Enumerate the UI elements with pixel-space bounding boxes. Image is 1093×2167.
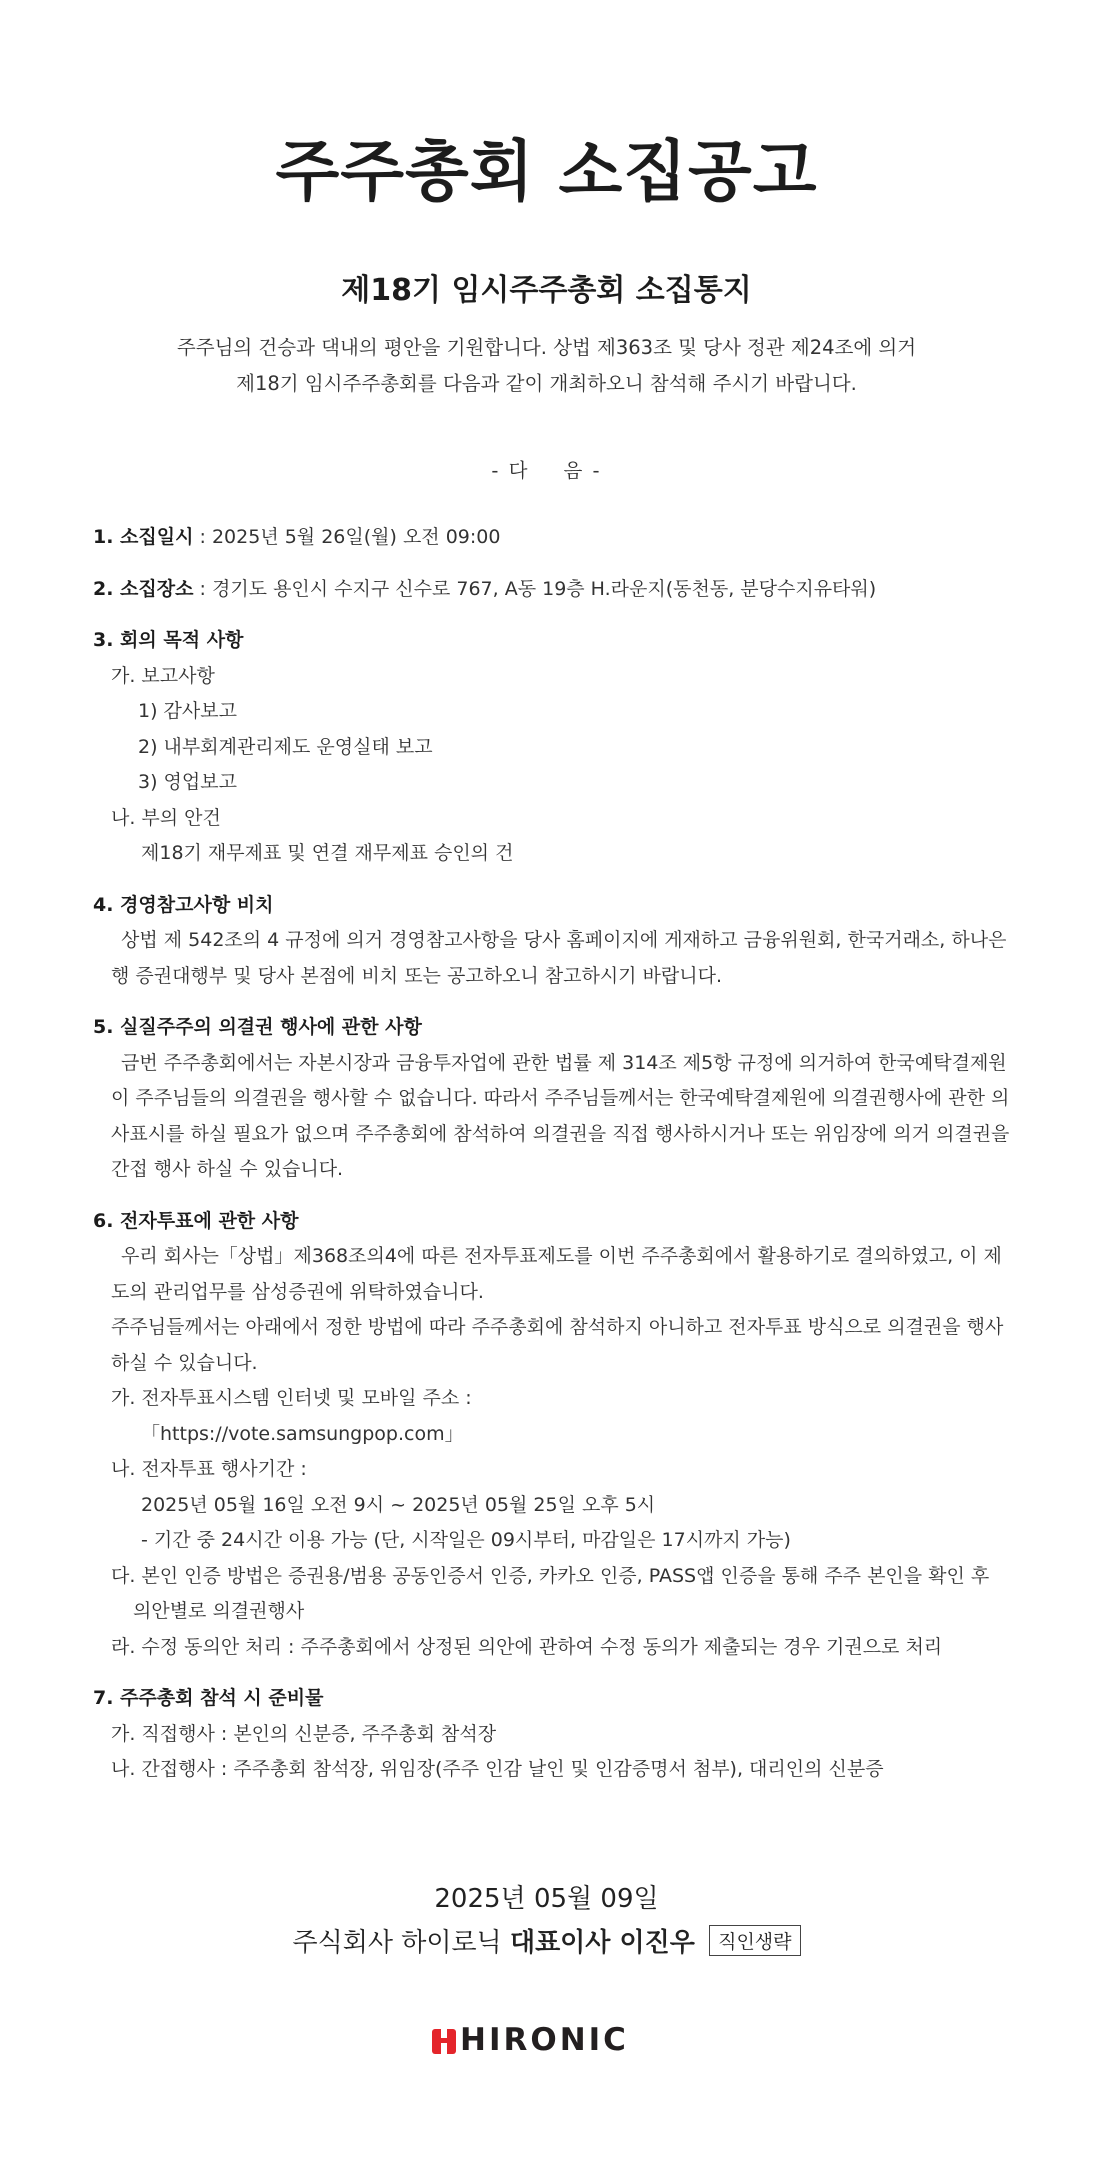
section-2: [93, 572, 1013, 608]
ceo-name: 대표이사 이진우: [509, 1928, 695, 1958]
section-6-item-d: 라. 수정 동의안 처리 : 주주총회에서 상정된 의안에 관하여 수정 동의가 제출되는 경우 기권으로 처리: [111, 1635, 943, 1658]
section-7: [93, 1681, 1013, 1788]
section-4: [93, 888, 1013, 995]
section-3-item-b1: 제18기 재무제표 및 연결 재무제표 승인의 건: [141, 842, 514, 864]
section-6-body-2: 주주님들께서는 아래에서 정한 방법에 따라 주주총회에 참석하지 아니하고 전자투표 방식으로 의결권을 행사하실 수 있습니다.: [111, 1316, 1004, 1374]
evote-url-link[interactable]: 「https://vote.samsungpop.com」: [141, 1422, 464, 1445]
section-2-heading: 2. 소집장소: [93, 577, 194, 600]
section-1: [93, 520, 1013, 556]
section-2-text: : 경기도 용인시 수지구 신수로 767, A동 19층 H.라운지(동천동, 분당수지유타워): [193, 577, 877, 600]
section-3-item-a2: 2) 내부회계관리제도 운영실태 보고: [138, 735, 433, 758]
hironic-logo-icon: [432, 2026, 456, 2054]
notice-subtitle: 제18기 임시주주총회 소집통지: [341, 273, 752, 308]
daum-divider: [0, 455, 1093, 483]
daum-right: 음 -: [563, 459, 602, 482]
section-6-item-b: 나. 전자투표 행사기간 :: [111, 1458, 307, 1480]
section-3-heading: 3. 회의 목적 사항: [93, 629, 244, 651]
notice-title: 주주총회 소집공고: [275, 133, 818, 210]
section-4-body: 상법 제 542조의 4 규정에 의거 경영참고사항을 당사 홈페이지에 게재하고 금융위원회, 한국거래소, 하나은행 증권대행부 및 당사 본점에 비치 또는 공고하오니 참고하시기 바랍니다.: [111, 929, 1007, 987]
notice-date: 2025년 05월 09일: [434, 1884, 659, 1914]
section-5-heading: 5. 실질주주의 의결권 행사에 관한 사항: [93, 1016, 422, 1038]
intro-line-2: 제18기 임시주주총회를 다음과 같이 개최하오니 참석해 주시기 바랍니다.: [236, 372, 857, 395]
seal-omitted-box: 직인생략: [709, 1925, 800, 1956]
section-3: [93, 623, 1013, 872]
section-6-body-1: 우리 회사는「상법」제368조의4에 따른 전자투표제도를 이번 주주총회에서 활용하기로 결의하였고, 이 제도의 관리업무를 삼성증권에 위탁하였습니다.: [111, 1245, 1002, 1303]
section-7-item-a: 가. 직접행사 : 본인의 신분증, 주주총회 참석장: [111, 1722, 497, 1745]
section-1-heading: 1. 소집일시: [93, 526, 194, 548]
section-1-text: : 2025년 5월 26일(월) 오전 09:00: [193, 526, 501, 548]
section-5: [93, 1010, 1013, 1188]
section-5-body: 금번 주주총회에서는 자본시장과 금융투자업에 관한 법률 제 314조 제5항 규정에 의거하여 한국예탁결제원이 주주님들의 의결권을 행사할 수 없습니다. 따라서 주주님들께서는 한국예탁결제원에 의결권행사에 관한 의사표시를 하실 필요가 없으며 주주총회에 참석하여 의결권을 직접 행사하시거나 또는 위임장에 의거 의결권을 간접 행사 하실 수 있습니다.: [111, 1051, 1010, 1180]
section-6-heading: 6. 전자투표에 관한 사항: [93, 1209, 299, 1232]
section-3-item-a1: 1) 감사보고: [138, 700, 237, 722]
section-6-item-b1: 2025년 05월 16일 오전 9시 ~ 2025년 05월 25일 오후 5시: [141, 1493, 656, 1516]
section-6: [93, 1204, 1013, 1666]
section-3-item-a3: 3) 영업보고: [138, 771, 237, 793]
signature-line: [0, 1922, 1093, 1959]
section-6-item-c: 다. 본인 인증 방법은 증권용/범용 공동인증서 인증, 카카오 인증, PASS앱 인증을 통해 주주 본인을 확인 후 의안별로 의결권행사: [111, 1564, 990, 1622]
section-3-item-a: 가. 보고사항: [111, 664, 215, 687]
notice-body: [93, 520, 1013, 1804]
intro-paragraph: [0, 330, 1093, 402]
daum-left: - 다: [491, 459, 530, 482]
hironic-logo-text: HIRONIC: [460, 2022, 629, 2058]
section-7-item-b: 나. 간접행사 : 주주총회 참석장, 위임장(주주 인감 날인 및 인감증명서 첨부), 대리인의 신분증: [111, 1758, 884, 1780]
section-4-heading: 4. 경영참고사항 비치: [93, 893, 274, 916]
section-7-heading: 7. 주주총회 참석 시 준비물: [93, 1687, 324, 1709]
section-3-item-b: 나. 부의 안건: [111, 806, 221, 829]
company-name: 주식회사 하이로닉: [292, 1928, 510, 1958]
intro-line-1: 주주님의 건승과 댁내의 평안을 기원합니다. 상법 제363조 및 당사 정관 제24조에 의거: [176, 336, 917, 359]
section-6-item-a: 가. 전자투표시스템 인터넷 및 모바일 주소 :: [111, 1387, 472, 1409]
section-6-item-b2: - 기간 중 24시간 이용 가능 (단, 시작일은 09시부터, 마감일은 17시까지 가능): [141, 1529, 791, 1551]
hironic-logo: [432, 2023, 629, 2057]
